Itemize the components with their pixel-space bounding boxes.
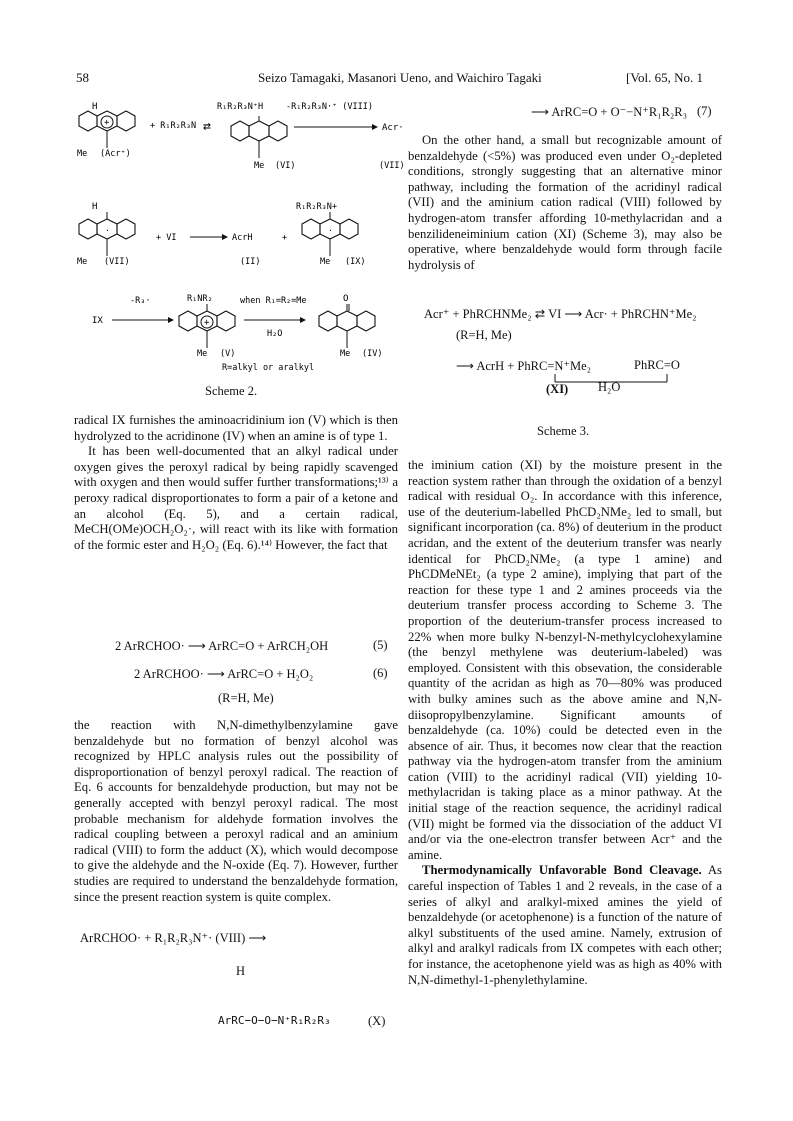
equation-5-number: (5) (373, 638, 388, 652)
scheme-3-caption: Scheme 3. (537, 424, 590, 438)
left-column-top (74, 413, 398, 553)
adduct-label: (X) (368, 1014, 386, 1028)
scheme2-r1-h2: R₁R₂R₃N⁺H (217, 102, 264, 112)
scheme2-r3-o: O (343, 294, 349, 304)
scheme2-r1-me2: Me (254, 161, 265, 171)
left-paragraph-1: radical IX furnishes the aminoacridinium ion (V) which is then hydrolyzed to the acridinone (IV) when an amine is of type 1. (74, 413, 398, 443)
left-column-bottom (74, 718, 398, 905)
scheme2-r1-acr-plus: (Acr⁺) (100, 149, 131, 159)
equation-7-continued: ⟶ ArRC=O + O⁻−N⁺R₁R₂R₃ (531, 105, 687, 119)
running-authors: Seizo Tamagaki, Masanori Ueno, and Waichiro Tagaki (258, 70, 542, 85)
scheme2-r2-vii: (VII) (104, 257, 130, 267)
right-paragraph-3 (408, 863, 722, 988)
svg-text:·: · (105, 226, 110, 235)
scheme2-r3-iv: (IV) (362, 349, 383, 359)
equation-7-number: (7) (697, 104, 712, 118)
page-number: 58 (76, 70, 89, 85)
svg-text:+: + (204, 318, 210, 328)
left-paragraph-2: It has been well-documented that an alkyl radical under oxygen gives the peroxyl radical by being rapidly scavenged with oxygen and then would suffer further transformations;¹³⁾ a peroxy radical disproportionates to form a pair of a ketone and an alcohol (Eq. 5), and a certain radical, MeCH(OMe)OCH₂O₂·, will react with its like with formation of the formic ester and H₂O₂ (Eq. 6).¹⁴⁾ However, the fact that (74, 444, 398, 552)
equation-6: 2 ArRCHOO· ⟶ ArRC=O + H₂O₂ (134, 667, 314, 681)
scheme2-r2-top3: R₁R₂R₃N+ (296, 202, 337, 212)
right-column-top (408, 133, 722, 273)
scheme2-r3-arrow1: -R₃· (130, 296, 151, 306)
journal-volume: [Vol. 65, No. 1 (626, 70, 704, 85)
scheme2-r2-plus-vi: + VI (156, 233, 177, 243)
equation-5: 2 ArRCHOO· ⟶ ArRC=O + ArRCH₂OH (115, 639, 329, 653)
scheme2-r2-me1: Me (77, 257, 88, 267)
scheme2-r2-h: H (92, 202, 98, 212)
equilibrium-arrow: ⇄ (203, 119, 211, 134)
right-paragraph-1: On the other hand, a small but recognizable amount of benzaldehyde (<5%) was produced even under O₂-depleted conditions, strongly suggesting that an alternative minor pathway, including the formation of the acridinyl radical (VII) and the aminium cation radical (VIII) followed by hydrogen-atom transfer affording 10-methylacridan and a benzilideneiminium cation (XI) (Scheme 3), may also be operative, where benzaldehyde would form through facile hydrolysis of (408, 133, 722, 272)
scheme2-r2-ii: (II) (240, 257, 261, 267)
svg-text:·: · (328, 226, 333, 235)
scheme2-r1-me1: Me (77, 149, 88, 159)
scheme2-r2-acrh: AcrH (232, 233, 253, 243)
scheme2-r1-product: Acr· (382, 123, 404, 133)
right-column-bottom (408, 458, 722, 988)
scheme-3-hydrolysis-bracket (545, 374, 705, 386)
scheme-3-r-note: (R=H, Me) (456, 328, 512, 342)
scheme2-r1-arrow-label: -R₁R₂R₃N·⁺ (VIII) (286, 102, 373, 112)
equation-7-top: ArRCHOO· + R₁R₂R₃N⁺· (VIII) ⟶ (80, 931, 267, 945)
svg-text:+: + (104, 118, 110, 128)
scheme2-r3-me1: Me (197, 349, 208, 359)
scheme2-r1-vi: (VI) (275, 161, 296, 171)
scheme2-r2-me3: Me (320, 257, 331, 267)
scheme-3-xi: (XI) (546, 382, 569, 396)
scheme-3-h2o: H₂O (598, 380, 621, 394)
scheme2-r1-vii: (VII) (379, 161, 405, 171)
scheme2-r3-v: (V) (220, 349, 236, 359)
scheme2-r1-reagent: + R₁R₂R₃N (150, 121, 197, 131)
scheme2-r1-h1: H (92, 102, 98, 112)
scheme2-r3-h2o: H₂O (267, 329, 283, 339)
scheme-3-line-1: Acr⁺ + PhRCHNMe₂ ⇄ VI ⟶ Acr· + PhRCHN⁺Me₂ (424, 307, 697, 321)
scheme-3-line-2: ⟶ AcrH + PhRC=N⁺Me₂ (456, 359, 591, 373)
left-paragraph-3: the reaction with N,N-dimethylbenzylamine gave benzaldehyde but no formation of benzyl alcohol was recognized by HPLC analysis rules out the possibility of disproportionation of benzyl peroxyl radical. The reaction of Eq. 6 accounts for benzaldehyde production, but may not be generally accepted with benzyl peroxyl radical. The most probable mechanism for aldehyde formation involves the radical coupling between a peroxyl radical and an aminium radical (VIII) to form the adduct (X), which would decompose to give the aldehyde and the N-oxide (Eq. 7). However, further studies are required to understand the benzaldehyde formation, since the present reaction system is quite complex. (74, 718, 398, 904)
section-heading: Thermodynamically Unfavorable Bond Cleavage. (422, 863, 702, 878)
adduct-structure: ArRC−O−O−N⁺R₁R₂R₃ (218, 1014, 331, 1027)
equation-note: (R=H, Me) (218, 691, 274, 705)
scheme2-r2-plus: + (282, 233, 288, 243)
right-paragraph-3-text: As careful inspection of Tables 1 and 2 reveals, in the case of a series of alkyl and aralkyl-mixed amines the yield of benzaldehyde (or acetophenone) is a function of the nature of alkyl substituents of the used amine. Namely, extrusion of alkyl and aralkyl radicals from IX competes with each other; for instance, the acetophenone yield was as high as 40% with N,N-dimethyl-1-phenylethylamine. (408, 863, 722, 987)
scheme2-r3-ix: IX (92, 316, 103, 326)
adduct-h: H (236, 964, 246, 978)
equation-6-number: (6) (373, 666, 388, 680)
scheme2-r3-me2: Me (340, 349, 351, 359)
right-paragraph-2: the iminium cation (XI) by the moisture present in the reaction system rather than through the oxidation of a benzyl radical with residual O₂. In accordance with this inference, use of the deuterium-labelled PhCD₂NMe₂ led to small, but significant incorporation (ca. 8%) of deuterium in the product acridan, and the extent of the deuterium transfer was nearly identical for PhCD₂NMe₂ (a type 1 amine) and PhCDMeNEt₂ (a type 2 amine), implying that part of the reaction for these type 1 and 2 amines proceeds via the deuterium transfer process according to Scheme 3. The proportion of the deuterium-transfer process increased to 22% when more bulky N-benzyl-N-methylcyclohexylamine (the benzyl methylene was deuterium-labeled) was employed. Consistent with this obsevation, the considerable quantity of the acridan as high as 70—80% was produced with bulky amines such as the above amine and N,N-diisopropylbenzylamine. Significant amounts of benzaldehyde (ca. 10%) could be detected even in the absence of air. Thus, it becomes now clear that the reaction pathway via the hydrogen-atom transfer from the aminium cation (VIII) to the acridinyl radical (VII) yielding 10-methylacridan is taking place as a minor pathway. At the initial stage of the reaction sequence, the acridinyl radical (VII) might be formed via the dissociation of the adduct VI and/or via the one-electron transfer between Acr⁺ and the amine. (408, 458, 722, 862)
scheme2-r3-arrow2: when R₁=R₂=Me (240, 296, 307, 306)
scheme-3-product: PhRC=O (634, 358, 680, 372)
scheme2-r3-top1: R₁NR₂ (187, 294, 213, 304)
scheme2-r3-note: R=alkyl or aralkyl (222, 363, 315, 373)
scheme-2-caption: Scheme 2. (205, 384, 258, 398)
scheme2-r2-ix: (IX) (345, 257, 366, 267)
scheme-2 (72, 98, 412, 388)
